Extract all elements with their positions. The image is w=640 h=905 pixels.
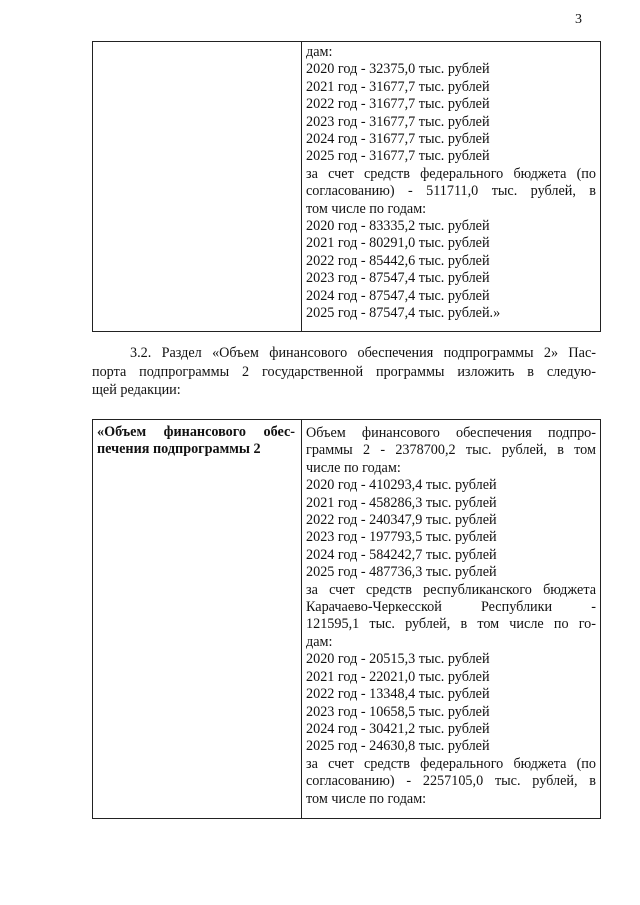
text-line: 2024 год - 31677,7 тыс. рублей	[306, 131, 490, 148]
text-line: 2024 год - 584242,7 тыс. рублей	[306, 546, 497, 563]
text-line: том числе по годам:	[306, 200, 427, 217]
text-line: за счет средств республиканского бюджета	[306, 581, 596, 598]
text-line: 2025 год - 487736,3 тыс. рублей	[306, 564, 497, 581]
funding-table-continued	[92, 41, 601, 332]
text-line: 2023 год - 87547,4 тыс. рублей	[306, 270, 490, 287]
section-paragraph	[92, 344, 596, 400]
paragraph-line: 3.2. Раздел «Объем финансового обеспечения подпрограммы 2» Пас-	[130, 345, 596, 361]
text-line: 2020 год - 83335,2 тыс. рублей	[306, 218, 490, 235]
text-line: числе по годам:	[306, 459, 401, 476]
text-line: 2023 год - 10658,5 тыс. рублей	[306, 703, 490, 720]
text-line: 2022 год - 240347,9 тыс. рублей	[306, 512, 497, 529]
page-number: 3	[575, 12, 582, 27]
text-line: том числе по годам:	[306, 790, 427, 807]
text-line: 2021 год - 22021,0 тыс. рублей	[306, 668, 490, 685]
text-line: Карачаево-Черкесской Республики -	[306, 599, 596, 616]
text-line: 2021 год - 31677,7 тыс. рублей	[306, 78, 490, 95]
table-right-cell	[302, 420, 601, 819]
table-right-cell	[302, 42, 601, 332]
text-line: 2020 год - 20515,3 тыс. рублей	[306, 651, 490, 668]
text-line: дам:	[306, 44, 333, 60]
text-line: за счет средств федерального бюджета (по	[306, 165, 596, 182]
text-line: 2023 год - 31677,7 тыс. рублей	[306, 113, 490, 130]
text-line: 121595,1 тыс. рублей, в том числе по го-	[306, 616, 596, 633]
table-left-cell	[93, 420, 302, 819]
text-line: 2024 год - 30421,2 тыс. рублей	[306, 720, 490, 737]
text-line: 2021 год - 458286,3 тыс. рублей	[306, 494, 497, 511]
paragraph-line: щей редакции:	[92, 382, 181, 398]
funding-table-subprogram-2	[92, 419, 601, 819]
table-left-cell-empty	[93, 42, 302, 332]
text-line: 2024 год - 87547,4 тыс. рублей	[306, 287, 490, 304]
text-line: 2021 год - 80291,0 тыс. рублей	[306, 235, 490, 252]
row-label-line: печения подпрограммы 2	[97, 441, 261, 458]
text-line: 2022 год - 31677,7 тыс. рублей	[306, 96, 490, 113]
row-label-line: «Объем финансового обес-	[97, 424, 295, 440]
text-line: 2020 год - 32375,0 тыс. рублей	[306, 61, 490, 78]
paragraph-line: порта подпрограммы 2 государственной программы изложить в следую-	[92, 363, 596, 380]
text-line: 2022 год - 13348,4 тыс. рублей	[306, 686, 490, 703]
text-line: 2025 год - 87547,4 тыс. рублей.»	[306, 305, 501, 322]
text-line: 2023 год - 197793,5 тыс. рублей	[306, 529, 497, 546]
text-line: согласованию) - 2257105,0 тыс. рублей, в	[306, 773, 596, 790]
text-line: согласованию) - 511711,0 тыс. рублей, в	[306, 183, 596, 200]
text-line: дам:	[306, 633, 333, 650]
text-line: 2020 год - 410293,4 тыс. рублей	[306, 477, 497, 494]
text-line: 2022 год - 85442,6 тыс. рублей	[306, 252, 490, 269]
text-line: 2025 год - 31677,7 тыс. рублей	[306, 148, 490, 165]
text-line: граммы 2 - 2378700,2 тыс. рублей, в том	[306, 442, 596, 459]
text-line: Объем финансового обеспечения подпро-	[306, 425, 596, 441]
text-line: за счет средств федерального бюджета (по	[306, 755, 596, 772]
text-line: 2025 год - 24630,8 тыс. рублей	[306, 738, 490, 755]
